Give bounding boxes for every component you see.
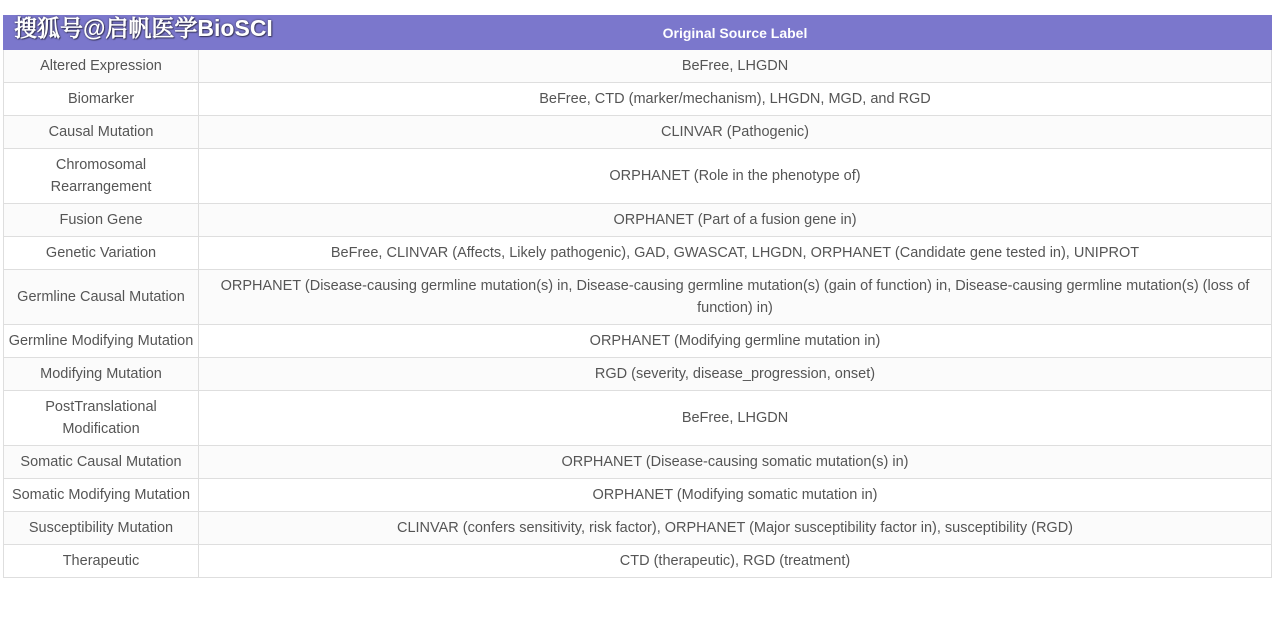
table-row: [4, 358, 1272, 391]
table-row: [4, 446, 1272, 479]
source-label-table: [3, 15, 1272, 578]
row-label: Fusion Gene: [4, 204, 199, 237]
row-label: Genetic Variation: [4, 237, 199, 270]
row-label: Chromosomal Rearrangement: [4, 149, 199, 204]
table-row: [4, 204, 1272, 237]
table-row: [4, 116, 1272, 149]
row-label: Germline Modifying Mutation: [4, 325, 199, 358]
table-row: [4, 237, 1272, 270]
row-source: BeFree, CTD (marker/mechanism), LHGDN, MGD, and RGD: [199, 83, 1272, 116]
table-row: [4, 325, 1272, 358]
row-label: Somatic Modifying Mutation: [4, 479, 199, 512]
row-label: PostTranslational Modification: [4, 391, 199, 446]
row-source: CLINVAR (confers sensitivity, risk factor), ORPHANET (Major susceptibility factor in), susceptibility (RGD): [199, 512, 1272, 545]
row-source: ORPHANET (Role in the phenotype of): [199, 149, 1272, 204]
row-label: Modifying Mutation: [4, 358, 199, 391]
watermark-text: 搜狐号@启帆医学BioSCI: [14, 15, 273, 41]
row-label: Causal Mutation: [4, 116, 199, 149]
source-label-table-container: [3, 15, 1271, 578]
row-label: Therapeutic: [4, 545, 199, 578]
row-source: BeFree, LHGDN: [199, 391, 1272, 446]
row-source: ORPHANET (Part of a fusion gene in): [199, 204, 1272, 237]
header-original-source-label: Original Source Label: [199, 16, 1272, 50]
row-label: Germline Causal Mutation: [4, 270, 199, 325]
table-row: [4, 270, 1272, 325]
table-row: [4, 50, 1272, 83]
row-source: BeFree, LHGDN: [199, 50, 1272, 83]
row-source: CLINVAR (Pathogenic): [199, 116, 1272, 149]
row-source: RGD (severity, disease_progression, onset): [199, 358, 1272, 391]
table-row: [4, 83, 1272, 116]
table-row: [4, 149, 1272, 204]
row-source: ORPHANET (Disease-causing germline mutation(s) in, Disease-causing germline mutation(s) (gain of function) in, Disease-causing germline mutation(s) (loss of function) in): [199, 270, 1272, 325]
row-source: ORPHANET (Modifying somatic mutation in): [199, 479, 1272, 512]
row-source: ORPHANET (Disease-causing somatic mutation(s) in): [199, 446, 1272, 479]
table-row: [4, 545, 1272, 578]
table-row: [4, 512, 1272, 545]
row-label: Altered Expression: [4, 50, 199, 83]
row-source: CTD (therapeutic), RGD (treatment): [199, 545, 1272, 578]
table-row: [4, 479, 1272, 512]
row-label: Biomarker: [4, 83, 199, 116]
row-source: BeFree, CLINVAR (Affects, Likely pathogenic), GAD, GWASCAT, LHGDN, ORPHANET (Candidate gene tested in), UNIPROT: [199, 237, 1272, 270]
row-label: Somatic Causal Mutation: [4, 446, 199, 479]
row-source: ORPHANET (Modifying germline mutation in): [199, 325, 1272, 358]
row-label: Susceptibility Mutation: [4, 512, 199, 545]
table-row: [4, 391, 1272, 446]
